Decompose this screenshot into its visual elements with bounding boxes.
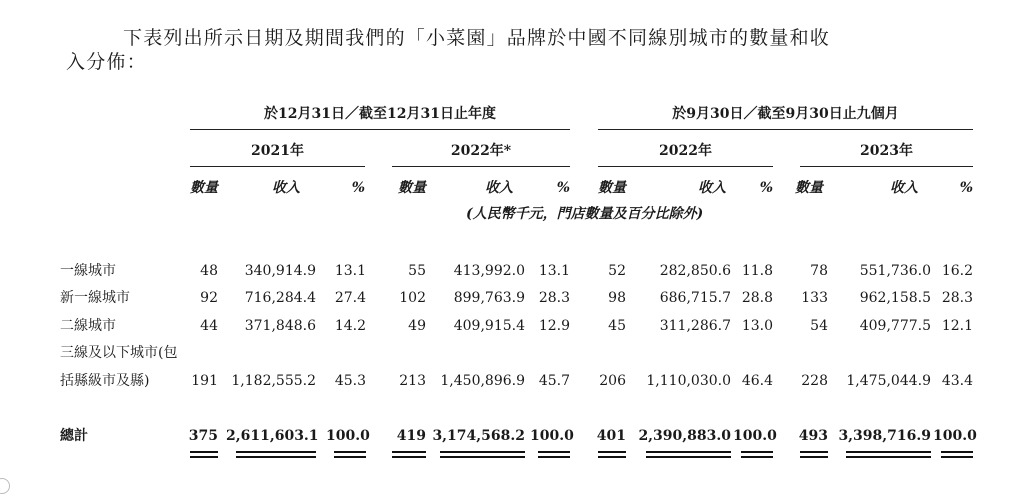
total-cell-pct: 100.0 — [326, 428, 370, 444]
cell-pct: 13.0 — [741, 318, 773, 334]
period-header-annual: 於12月31日／截至12月31日止年度 — [264, 106, 496, 122]
cell-count: 44 — [200, 318, 218, 334]
total-cell-revenue: 3,398,716.9 — [838, 428, 931, 444]
subheader-pct: % — [759, 180, 773, 196]
subheader-count: 數量 — [190, 180, 218, 196]
period-header-nine-months: 於9月30日／截至9月30日止九個月 — [672, 106, 899, 122]
cell-count: 98 — [608, 290, 626, 306]
cell-pct: 46.4 — [741, 373, 773, 389]
year-header-2022-nine-months: 2022年 — [659, 143, 712, 159]
cell-pct: 13.1 — [334, 263, 366, 279]
subheader-count: 數量 — [398, 180, 426, 196]
cell-revenue: 962,158.5 — [859, 290, 931, 306]
total-double-rule — [392, 451, 426, 458]
row-label: 括縣級市及縣) — [60, 373, 150, 389]
cell-revenue: 311,286.7 — [659, 318, 731, 334]
cell-count: 102 — [399, 290, 426, 306]
year-rule-2023 — [800, 166, 973, 167]
cell-pct: 12.9 — [538, 318, 570, 334]
total-double-rule — [538, 451, 570, 458]
total-double-rule — [846, 451, 931, 458]
cell-revenue: 1,475,044.9 — [846, 373, 931, 389]
year-header-2021: 2021年 — [251, 143, 304, 159]
cell-pct: 45.3 — [334, 373, 366, 389]
cell-count: 213 — [399, 373, 426, 389]
cell-revenue: 371,848.6 — [244, 318, 316, 334]
year-rule-2021 — [190, 166, 365, 167]
period-rule-annual — [190, 129, 570, 130]
subheader-pct: % — [351, 180, 365, 196]
subheader-count: 數量 — [598, 180, 626, 196]
cell-pct: 11.8 — [741, 263, 773, 279]
cell-revenue: 1,182,555.2 — [231, 373, 316, 389]
total-cell-count: 401 — [596, 428, 626, 444]
total-label: 總計 — [60, 428, 88, 444]
cell-pct: 14.2 — [334, 318, 366, 334]
intro-line-1: 下表列出所示日期及期間我們的「小菜園」品牌於中國不同線別城市的數量和收 — [123, 27, 831, 49]
cell-revenue: 899,763.9 — [453, 290, 525, 306]
total-cell-count: 493 — [798, 428, 828, 444]
cell-pct: 43.4 — [941, 373, 973, 389]
total-double-rule — [741, 451, 773, 458]
cell-pct: 45.7 — [538, 373, 570, 389]
cell-revenue: 686,715.7 — [659, 290, 731, 306]
row-label: 新一線城市 — [60, 290, 130, 306]
total-double-rule — [236, 451, 316, 458]
cell-count: 206 — [599, 373, 626, 389]
cell-revenue: 409,777.5 — [859, 318, 931, 334]
cell-revenue: 282,850.6 — [659, 263, 731, 279]
period-rule-nine-months — [598, 129, 973, 130]
total-double-rule — [800, 451, 828, 458]
subheader-revenue: 收入 — [485, 180, 513, 196]
total-cell-pct: 100.0 — [733, 428, 777, 444]
intro-line-2: 入分佈： — [66, 51, 147, 73]
cell-revenue: 340,914.9 — [244, 263, 316, 279]
total-double-rule — [440, 451, 525, 458]
subheader-count: 數量 — [795, 180, 823, 196]
row-label: 一線城市 — [60, 263, 116, 279]
cell-count: 52 — [608, 263, 626, 279]
subheader-pct: % — [556, 180, 570, 196]
cell-count: 55 — [408, 263, 426, 279]
cell-revenue: 409,915.4 — [453, 318, 525, 334]
row-label-line-1: 三線及以下城市(包 — [60, 345, 178, 361]
subheader-revenue: 收入 — [698, 180, 726, 196]
cell-count: 48 — [200, 263, 218, 279]
total-cell-revenue: 3,174,568.2 — [432, 428, 525, 444]
subheader-revenue: 收入 — [272, 180, 300, 196]
cell-pct: 13.1 — [538, 263, 570, 279]
total-double-rule — [646, 451, 731, 458]
year-rule-2022-annual — [392, 166, 570, 167]
total-double-rule — [190, 451, 218, 458]
year-header-2022-annual: 2022年* — [450, 143, 512, 159]
cell-count: 92 — [200, 290, 218, 306]
cell-count: 54 — [810, 318, 828, 334]
cell-pct: 27.4 — [334, 290, 366, 306]
cell-pct: 16.2 — [941, 263, 973, 279]
cell-count: 49 — [408, 318, 426, 334]
cell-revenue: 1,450,896.9 — [440, 373, 525, 389]
cell-pct: 28.3 — [538, 290, 570, 306]
cell-count: 228 — [801, 373, 828, 389]
total-cell-revenue: 2,611,603.1 — [226, 428, 319, 444]
intro-paragraph — [66, 26, 986, 74]
total-double-rule — [941, 451, 973, 458]
total-cell-count: 419 — [396, 428, 426, 444]
cell-count: 78 — [810, 263, 828, 279]
year-rule-2022-nine-months — [598, 166, 773, 167]
cell-pct: 12.1 — [941, 318, 973, 334]
cell-count: 45 — [608, 318, 626, 334]
row-label: 二線城市 — [60, 318, 116, 334]
cell-pct: 28.3 — [941, 290, 973, 306]
year-header-2023: 2023年 — [860, 143, 913, 159]
subheader-pct: % — [959, 180, 973, 196]
total-cell-revenue: 2,390,883.0 — [638, 428, 731, 444]
total-cell-count: 375 — [188, 428, 218, 444]
cell-count: 191 — [191, 373, 218, 389]
cell-revenue: 413,992.0 — [453, 263, 525, 279]
total-double-rule — [334, 451, 366, 458]
scroll-marker-icon — [0, 478, 10, 494]
cell-count: 133 — [801, 290, 828, 306]
cell-revenue: 551,736.0 — [859, 263, 931, 279]
total-cell-pct: 100.0 — [530, 428, 574, 444]
cell-pct: 28.8 — [741, 290, 773, 306]
total-double-rule — [598, 451, 626, 458]
cell-revenue: 1,110,030.0 — [646, 373, 731, 389]
total-cell-pct: 100.0 — [933, 428, 977, 444]
subheader-revenue: 收入 — [890, 180, 918, 196]
unit-note: (人民幣千元，門店數量及百分比除外) — [466, 206, 704, 222]
cell-revenue: 716,284.4 — [244, 290, 316, 306]
